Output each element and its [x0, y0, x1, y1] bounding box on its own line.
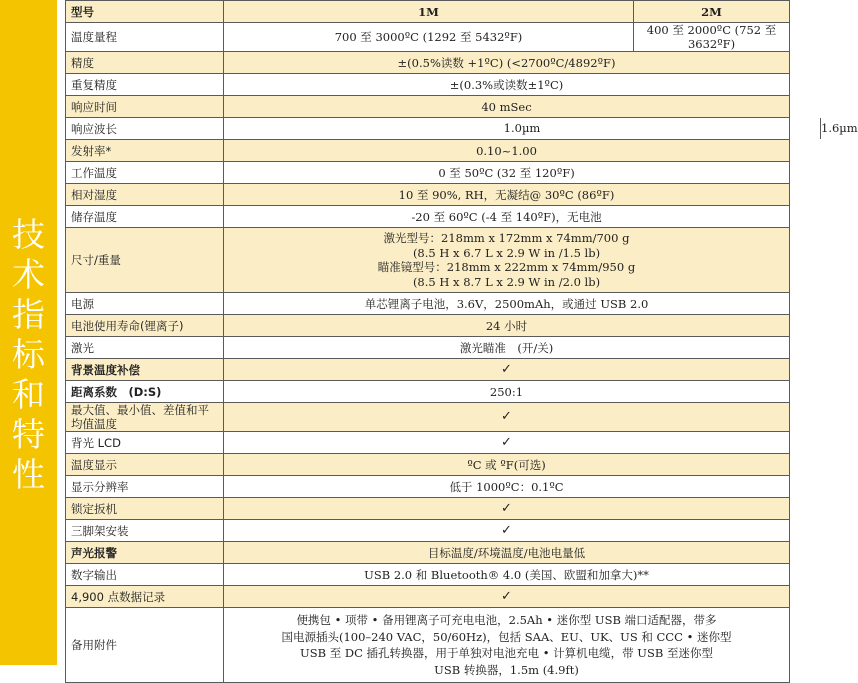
row-value-1m: 1.0µm — [224, 118, 821, 139]
row-label: 重复精度 — [66, 74, 224, 96]
table-row — [66, 315, 790, 337]
table-row — [66, 498, 790, 520]
sidebar-band — [0, 0, 57, 665]
row-label: 相对湿度 — [66, 184, 224, 206]
size-line: (8.5 H x 8.7 L x 2.9 W in /2.0 lb) — [412, 274, 601, 289]
row-label: 声光报警 — [66, 542, 224, 564]
sidebar-title-char: 技 — [12, 215, 45, 254]
check-mark: ✓ — [224, 586, 790, 608]
row-value: 0 至 50ºC (32 至 120ºF) — [224, 162, 790, 184]
sidebar-title — [0, 215, 57, 495]
header-label: 型号 — [66, 1, 224, 23]
table-row — [66, 608, 790, 683]
row-value: 激光瞄准 (开/关) — [224, 337, 790, 359]
size-line: (8.5 H x 6.7 L x 2.9 W in /1.5 lb) — [412, 245, 601, 260]
accessories-line: 国电源插头(100–240 VAC，50/60Hz)，包括 SAA、EU、UK、US 和 CCC • 迷你型 — [281, 629, 732, 644]
spec-table — [65, 0, 858, 683]
row-label: 距离系数 (D:S) — [66, 381, 224, 403]
row-label: 温度显示 — [66, 454, 224, 476]
table-row — [66, 118, 790, 140]
row-label: 4,900 点数据记录 — [66, 586, 224, 608]
table-row — [66, 454, 790, 476]
row-label: 响应时间 — [66, 96, 224, 118]
sidebar-title-char: 性 — [12, 455, 45, 494]
table-row — [66, 520, 790, 542]
row-label: 激光 — [66, 337, 224, 359]
row-value — [224, 228, 790, 293]
table-row — [66, 476, 790, 498]
row-label: 数字输出 — [66, 564, 224, 586]
row-value: ±(0.3%或读数±1ºC) — [224, 74, 790, 96]
row-value: ºC 或 ºF(可选) — [224, 454, 790, 476]
row-value — [224, 608, 790, 683]
check-mark: ✓ — [224, 359, 790, 381]
row-value: 0.10~1.00 — [224, 140, 790, 162]
table-row — [66, 206, 790, 228]
table-row — [66, 403, 790, 432]
row-value: 24 小时 — [224, 315, 790, 337]
row-value: 单芯锂离子电池，3.6V，2500mAh，或通过 USB 2.0 — [224, 293, 790, 315]
check-mark: ✓ — [224, 520, 790, 542]
check-mark: ✓ — [224, 403, 790, 432]
row-label: 温度量程 — [66, 23, 224, 52]
row-label: 尺寸/重量 — [66, 228, 224, 293]
sidebar-title-char: 术 — [12, 255, 45, 294]
row-value: 低于 1000ºC：0.1ºC — [224, 476, 790, 498]
row-label: 电源 — [66, 293, 224, 315]
row-label: 响应波长 — [66, 118, 224, 140]
row-value: 10 至 90%, RH，无凝结@ 30ºC (86ºF) — [224, 184, 790, 206]
table-header-row — [66, 1, 790, 23]
row-value-2m: 400 至 2000ºC (752 至 3632ºF) — [634, 23, 790, 52]
table-row — [66, 564, 790, 586]
row-label: 显示分辨率 — [66, 476, 224, 498]
row-value-2m: 1.6µm — [821, 121, 858, 135]
row-value: -20 至 60ºC (-4 至 140ºF)，无电池 — [224, 206, 790, 228]
row-label: 背景温度补偿 — [66, 359, 224, 381]
table-row — [66, 586, 790, 608]
row-value: USB 2.0 和 Bluetooth® 4.0 (美国、欧盟和加拿大)** — [224, 564, 790, 586]
row-label: 锁定扳机 — [66, 498, 224, 520]
table-row — [66, 228, 790, 293]
size-line: 瞄准镜型号：218mm x 222mm x 74mm/950 g — [377, 260, 636, 274]
table-row — [66, 74, 790, 96]
sidebar-title-char: 标 — [12, 335, 45, 374]
row-label: 最大值、最小值、差值和平均值温度 — [66, 403, 224, 432]
accessories-line: USB 至 DC 插孔转换器，用于单独对电池充电 • 计算机电缆，带 USB 至迷你型 — [300, 646, 713, 660]
row-label: 背光 LCD — [66, 432, 224, 454]
row-value: 40 mSec — [224, 96, 790, 118]
table-row — [66, 52, 790, 74]
sidebar-title-char: 特 — [12, 415, 45, 454]
table-row — [66, 96, 790, 118]
header-model-1m: 1M — [224, 1, 634, 23]
row-label: 储存温度 — [66, 206, 224, 228]
sidebar-title-char: 指 — [12, 295, 45, 334]
table-row — [66, 432, 790, 454]
check-mark: ✓ — [224, 498, 790, 520]
row-value-split — [224, 118, 858, 140]
row-label: 备用附件 — [66, 608, 224, 683]
accessories-line: 便携包 • 项带 • 备用锂离子可充电电池，2.5Ah • 迷你型 USB 端口适配器，带多 — [296, 613, 717, 627]
row-value: 目标温度/环境温度/电池电量低 — [224, 542, 790, 564]
row-value: ±(0.5%读数 +1ºC) (<2700ºC/4892ºF) — [224, 52, 790, 74]
row-label: 精度 — [66, 52, 224, 74]
table-row — [66, 359, 790, 381]
row-value-1m: 700 至 3000ºC (1292 至 5432ºF) — [224, 23, 634, 52]
table-row — [66, 162, 790, 184]
table-row — [66, 184, 790, 206]
table-row — [66, 23, 790, 52]
row-label: 工作温度 — [66, 162, 224, 184]
header-model-2m: 2M — [634, 1, 790, 23]
table-row — [66, 381, 790, 403]
table-row — [66, 542, 790, 564]
check-mark: ✓ — [224, 432, 790, 454]
table-row — [66, 337, 790, 359]
table-row — [66, 140, 790, 162]
row-label: 三脚架安装 — [66, 520, 224, 542]
row-value: 250:1 — [224, 381, 790, 403]
accessories-line: USB 转换器，1.5m (4.9ft) — [434, 662, 579, 677]
sidebar-title-char: 和 — [12, 375, 45, 414]
size-line: 激光型号：218mm x 172mm x 74mm/700 g — [383, 231, 630, 245]
row-label: 电池使用寿命(锂离子) — [66, 315, 224, 337]
table-row — [66, 293, 790, 315]
row-label: 发射率* — [66, 140, 224, 162]
